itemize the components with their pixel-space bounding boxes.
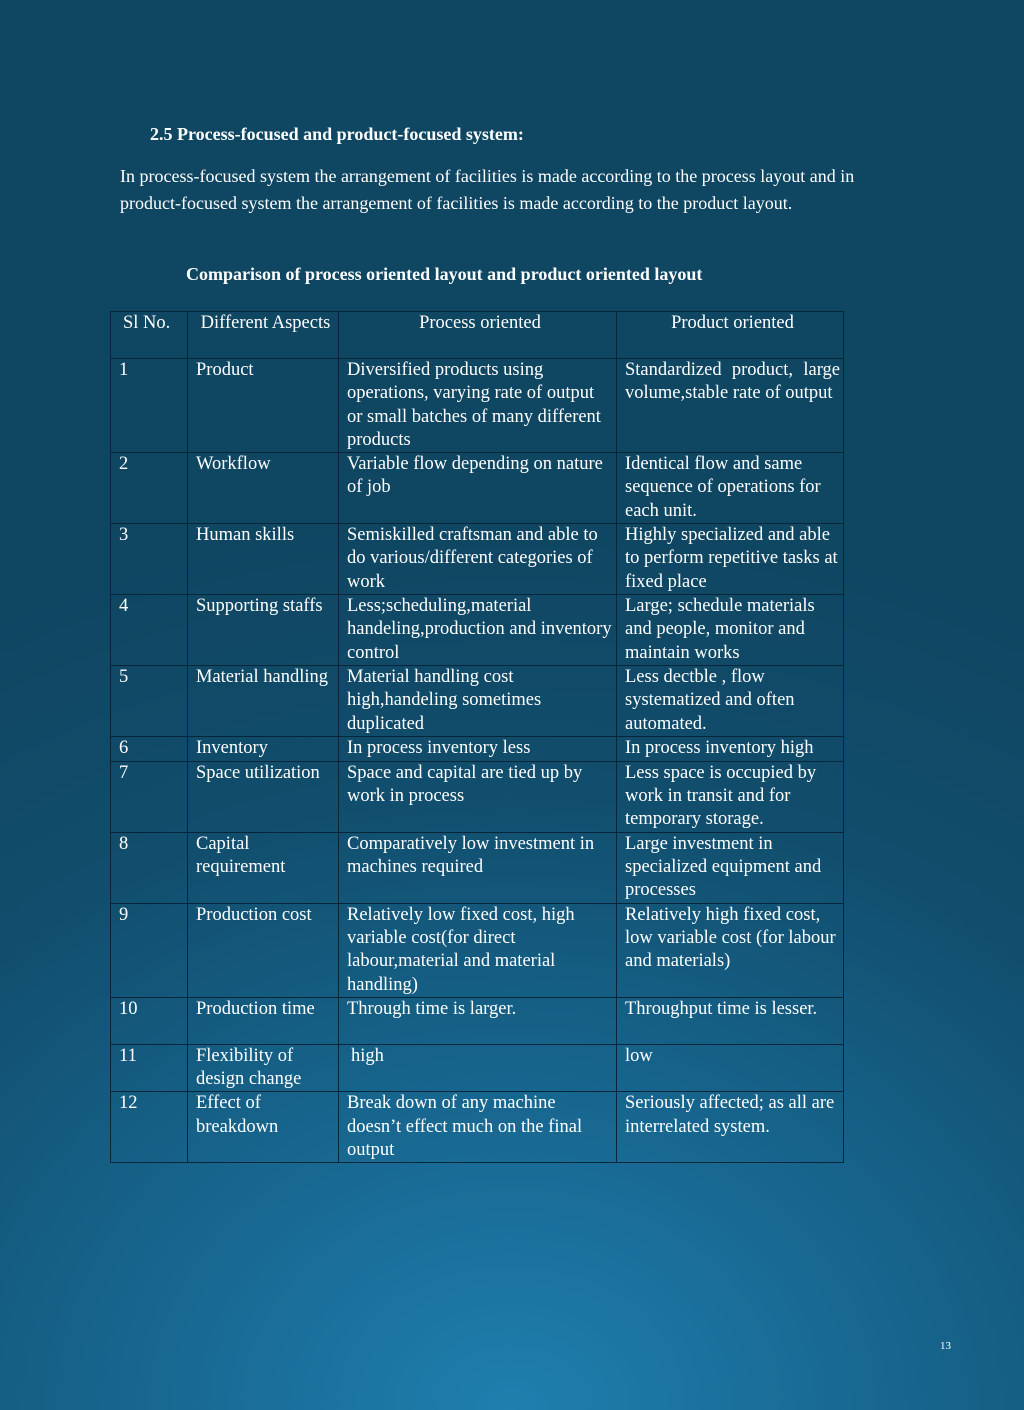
row-number: 11 [111, 1044, 188, 1092]
row-product: Standardized product, large volume,stable rate of output [617, 359, 844, 453]
row-process: Through time is larger. [339, 997, 617, 1044]
table-title: Comparison of process oriented layout and product oriented layout [186, 264, 703, 284]
row-number: 5 [111, 665, 188, 736]
row-process: Diversified products using operations, varying rate of output or small batches of many different products [339, 359, 617, 453]
row-process: Semiskilled craftsman and able to do various/different categories of work [339, 524, 617, 595]
comparison-table [110, 311, 844, 1163]
row-product: Throughput time is lesser. [617, 997, 844, 1044]
row-process: Comparatively low investment in machines required [339, 832, 617, 903]
row-number: 6 [111, 736, 188, 761]
table-row [111, 1092, 844, 1163]
row-product: Large investment in specialized equipment and processes [617, 832, 844, 903]
section-heading: 2.5 Process-focused and product-focused system: [150, 124, 524, 144]
row-product: Relatively high fixed cost, low variable cost (for labour and materials) [617, 903, 844, 997]
row-aspect: Material handling [188, 665, 339, 736]
row-product: In process inventory high [617, 736, 844, 761]
table-row [111, 595, 844, 666]
table-row [111, 903, 844, 997]
row-product: low [617, 1044, 844, 1092]
row-aspect: Capital requirement [188, 832, 339, 903]
table-row [111, 761, 844, 832]
row-aspect: Product [188, 359, 339, 453]
row-aspect: Inventory [188, 736, 339, 761]
header-product-oriented: Product oriented [617, 312, 844, 359]
row-aspect: Workflow [188, 453, 339, 524]
row-aspect: Space utilization [188, 761, 339, 832]
row-process: In process inventory less [339, 736, 617, 761]
row-process: Material handling cost high,handeling sometimes duplicated [339, 665, 617, 736]
page-number: 13 [940, 1340, 951, 1352]
table-row [111, 524, 844, 595]
row-aspect: Effect of breakdown [188, 1092, 339, 1163]
row-number: 2 [111, 453, 188, 524]
row-process: high [339, 1044, 617, 1092]
row-number: 4 [111, 595, 188, 666]
table-row [111, 1044, 844, 1092]
row-product: Less dectble , flow systematized and often automated. [617, 665, 844, 736]
row-number: 12 [111, 1092, 188, 1163]
row-product: Identical flow and same sequence of operations for each unit. [617, 453, 844, 524]
row-process: Less;scheduling,material handeling,production and inventory control [339, 595, 617, 666]
table-row [111, 359, 844, 453]
row-number: 8 [111, 832, 188, 903]
row-product: Less space is occupied by work in transit and for temporary storage. [617, 761, 844, 832]
intro-paragraph: In process-focused system the arrangement of facilities is made according to the process layout and in product-focused system the arrangement of facilities is made according to the product layout. [120, 166, 855, 213]
row-number: 10 [111, 997, 188, 1044]
row-process: Relatively low fixed cost, high variable cost(for direct labour,material and material handling) [339, 903, 617, 997]
row-product: Large; schedule materials and people, monitor and maintain works [617, 595, 844, 666]
row-process: Variable flow depending on nature of job [339, 453, 617, 524]
row-process: Space and capital are tied up by work in process [339, 761, 617, 832]
row-aspect: Production cost [188, 903, 339, 997]
row-aspect: Supporting staffs [188, 595, 339, 666]
header-sl-no: Sl No. [111, 312, 188, 359]
row-process: Break down of any machine doesn’t effect much on the final output [339, 1092, 617, 1163]
header-aspects: Different Aspects [188, 312, 339, 359]
row-aspect: Flexibility of design change [188, 1044, 339, 1092]
table-row [111, 997, 844, 1044]
table-row [111, 665, 844, 736]
row-product: Seriously affected; as all are interrelated system. [617, 1092, 844, 1163]
row-aspect: Human skills [188, 524, 339, 595]
row-number: 9 [111, 903, 188, 997]
row-product: Highly specialized and able to perform repetitive tasks at fixed place [617, 524, 844, 595]
table-header-row [111, 312, 844, 359]
row-aspect: Production time [188, 997, 339, 1044]
header-process-oriented: Process oriented [339, 312, 617, 359]
table-row [111, 453, 844, 524]
row-number: 7 [111, 761, 188, 832]
table-row [111, 736, 844, 761]
row-number: 1 [111, 359, 188, 453]
row-number: 3 [111, 524, 188, 595]
table-row [111, 832, 844, 903]
